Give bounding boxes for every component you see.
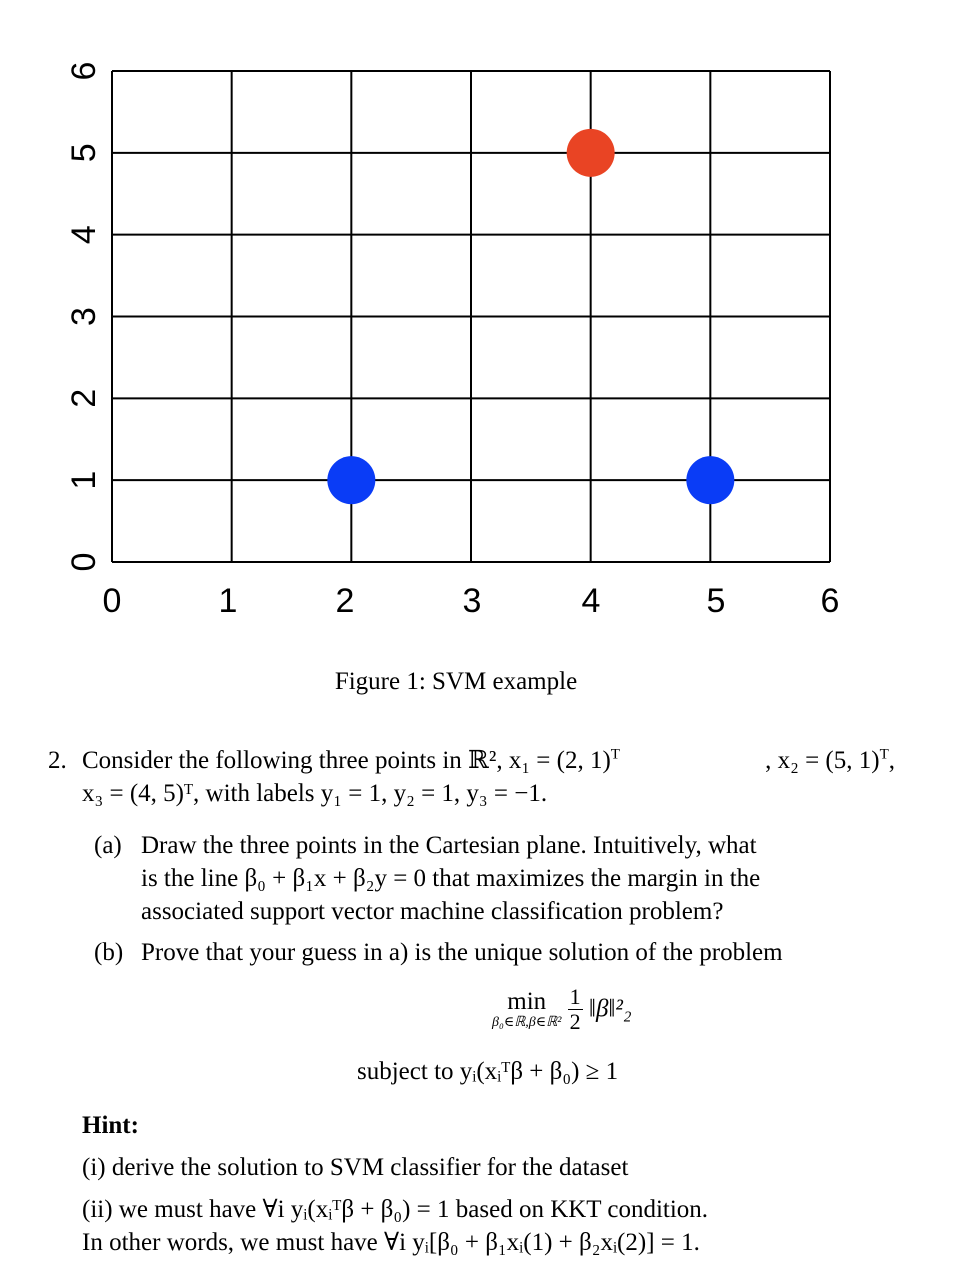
- transpose-sup: T: [610, 746, 620, 763]
- norm-term: ‖β‖²₂: [588, 995, 632, 1023]
- part-a-line-2: is the line β₀ + β₁x + β₂y = 0 that maximizes the margin in the: [141, 865, 761, 892]
- problem-line-1b: , x₂ = (5, 1)$^T$,: [765, 746, 895, 774]
- min-label: min: [507, 987, 547, 1015]
- x-tick-label: 1: [218, 582, 238, 620]
- x-tick-label: 6: [820, 582, 840, 620]
- hint-line-3: In other words, we must have ∀i yᵢ[β₀ + β₁xᵢ(1) + β₂xᵢ(2)] = 1.: [82, 1229, 700, 1256]
- problem-number: 2.: [48, 747, 67, 774]
- tick-labels: [65, 62, 839, 620]
- y-tick-label: 6: [65, 61, 103, 81]
- problem-line-1a: Consider the following three points in ℝ², x₁ = (2, 1)$^T$: [82, 746, 620, 774]
- optimization-constraint: subject to yᵢ(xᵢᵀβ + β₀) ≥ 1: [357, 1058, 619, 1085]
- hint-line-2: (ii) we must have ∀i yᵢ(xᵢᵀβ + β₀) = 1 based on KKT condition.: [82, 1196, 709, 1223]
- y-tick-label: 1: [65, 470, 103, 490]
- figure-caption: Figure 1: SVM example: [334, 668, 578, 695]
- y-tick-label: 2: [65, 388, 103, 408]
- hint-line-1: (i) derive the solution to SVM classifier for the dataset: [82, 1154, 629, 1181]
- half-fraction: [568, 985, 583, 1034]
- min-subscript: β₀∈ℝ,β∈ℝ²: [492, 1014, 562, 1030]
- transpose-sup: T: [879, 746, 889, 763]
- problem-line-1: [82, 744, 895, 777]
- x-tick-label: 2: [335, 582, 355, 620]
- hint-title: Hint:: [82, 1112, 139, 1139]
- optimization-objective: [492, 985, 632, 1034]
- fraction-denominator: 2: [569, 1009, 581, 1034]
- part-b-label: (b): [94, 939, 124, 966]
- x-tick-label: 4: [581, 582, 601, 620]
- min-operator: [492, 989, 561, 1031]
- data-point: [567, 129, 615, 177]
- y-tick-label: 0: [65, 552, 103, 572]
- fraction-numerator: 1: [569, 984, 581, 1009]
- x-tick-label: 5: [706, 582, 726, 620]
- x-tick-label: 0: [102, 582, 122, 620]
- data-point: [686, 456, 734, 504]
- y-tick-label: 4: [65, 225, 103, 245]
- part-a-line-1: Draw the three points in the Cartesian plane. Intuitively, what: [141, 832, 757, 859]
- problem-line-2: x₃ = (4, 5)ᵀ, with labels y₁ = 1, y₂ = 1, y₃ = −1.: [82, 780, 548, 807]
- part-a-label: (a): [94, 832, 122, 859]
- part-a-line-3: associated support vector machine classification problem?: [141, 898, 724, 925]
- part-b-line-1: Prove that your guess in a) is the unique solution of the problem: [141, 939, 783, 966]
- y-tick-label: 5: [65, 143, 103, 163]
- data-point: [327, 456, 375, 504]
- x-tick-label: 3: [462, 582, 482, 620]
- y-tick-label: 3: [65, 307, 103, 326]
